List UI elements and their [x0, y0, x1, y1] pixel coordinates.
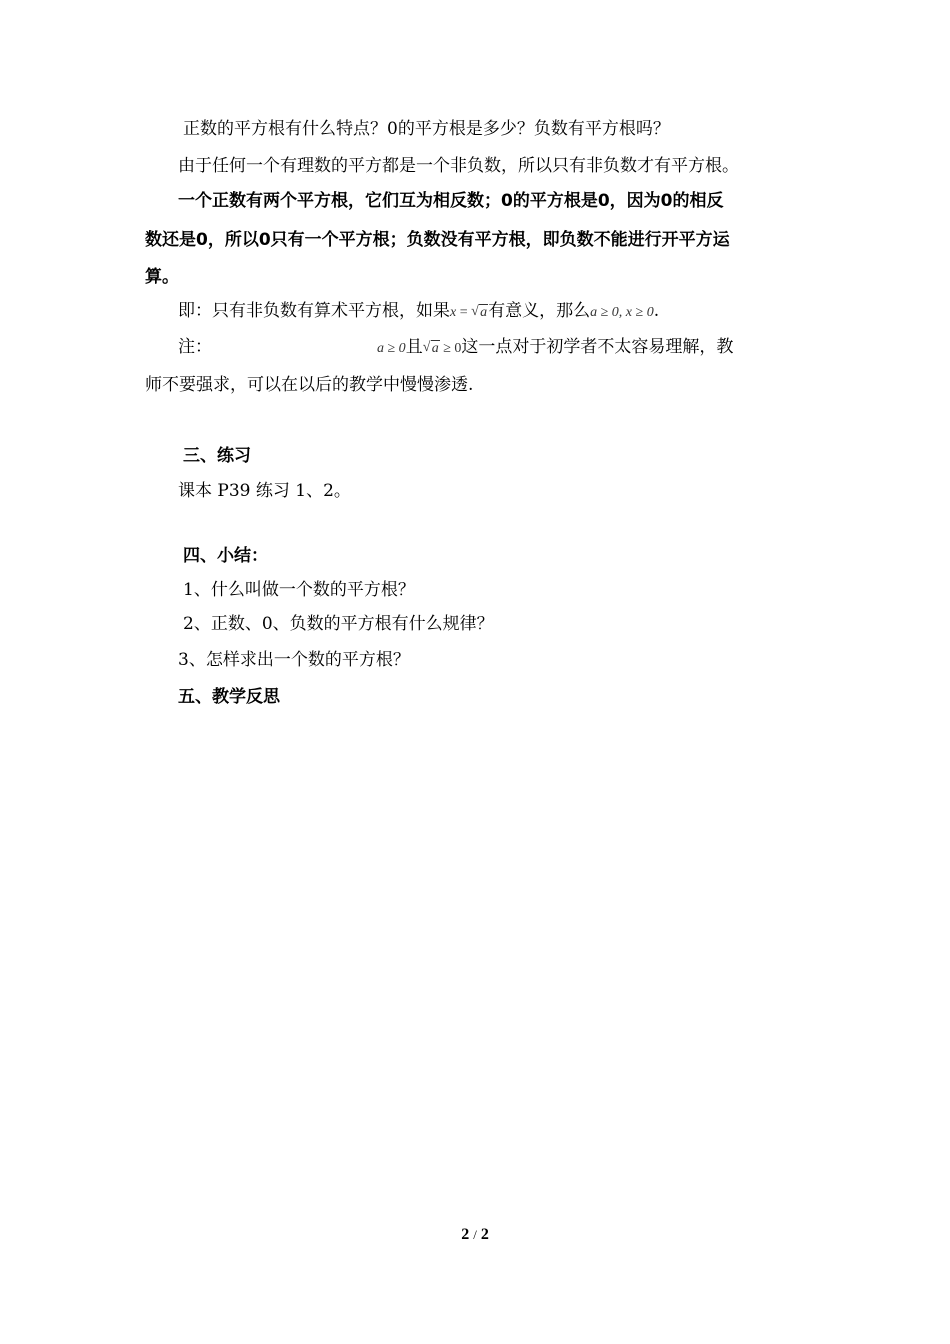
note-text: [377, 335, 733, 361]
formula-condition: a ≥ 0, x ≥ 0: [590, 305, 654, 320]
section5-heading: 五、教学反思: [178, 687, 280, 707]
note-line-2: 师不要强求，可以在以后的教学中慢慢渗透.: [145, 375, 474, 395]
ji-end: .: [653, 301, 660, 321]
page-separator: /: [473, 1227, 477, 1242]
page-number: [0, 1226, 950, 1244]
section3-heading: 三、练习: [183, 446, 251, 466]
summary-item-1: 1、什么叫做一个数的平方根？: [183, 580, 415, 600]
formula-x-equals-sqrt-a: x = √ a: [450, 304, 488, 320]
bold-conclusion-line-3: 算。: [145, 267, 179, 287]
ji-prefix: 即：只有非负数有算术平方根，如果: [178, 301, 450, 321]
note-qie: 且: [405, 337, 423, 357]
section3-item: 课本 P39 练习 1、2。: [178, 481, 351, 501]
bold-conclusion-line-2: 数还是0，所以0只有一个平方根；负数没有平方根，即负数不能进行开平方运: [145, 230, 730, 250]
note-body: 这一点对于初学者不太容易理解，教: [461, 337, 734, 357]
section4-heading: 四、小结：: [183, 546, 268, 566]
page-current: 2: [461, 1226, 470, 1243]
paragraph-arithmetic-root: [178, 299, 659, 325]
page-total: 2: [480, 1226, 489, 1243]
ji-middle: 有意义，那么: [488, 301, 591, 321]
formula-a-ge-0: a ≥ 0: [377, 341, 406, 356]
bold-conclusion-line-1: 一个正数有两个平方根，它们互为相反数；0的平方根是0，因为0的相反: [178, 191, 724, 211]
note-label: 注：: [178, 337, 212, 357]
summary-item-2: 2、正数、0、负数的平方根有什么规律？: [183, 614, 494, 634]
formula-sqrt-a-ge-0: √ a ≥ 0: [422, 340, 462, 356]
summary-item-3: 3、怎样求出一个数的平方根？: [178, 650, 410, 670]
paragraph-question: 正数的平方根有什么特点？0的平方根是多少？负数有平方根吗？: [183, 119, 670, 139]
paragraph-explanation: 由于任何一个有理数的平方都是一个非负数，所以只有非负数才有平方根。: [178, 156, 739, 176]
